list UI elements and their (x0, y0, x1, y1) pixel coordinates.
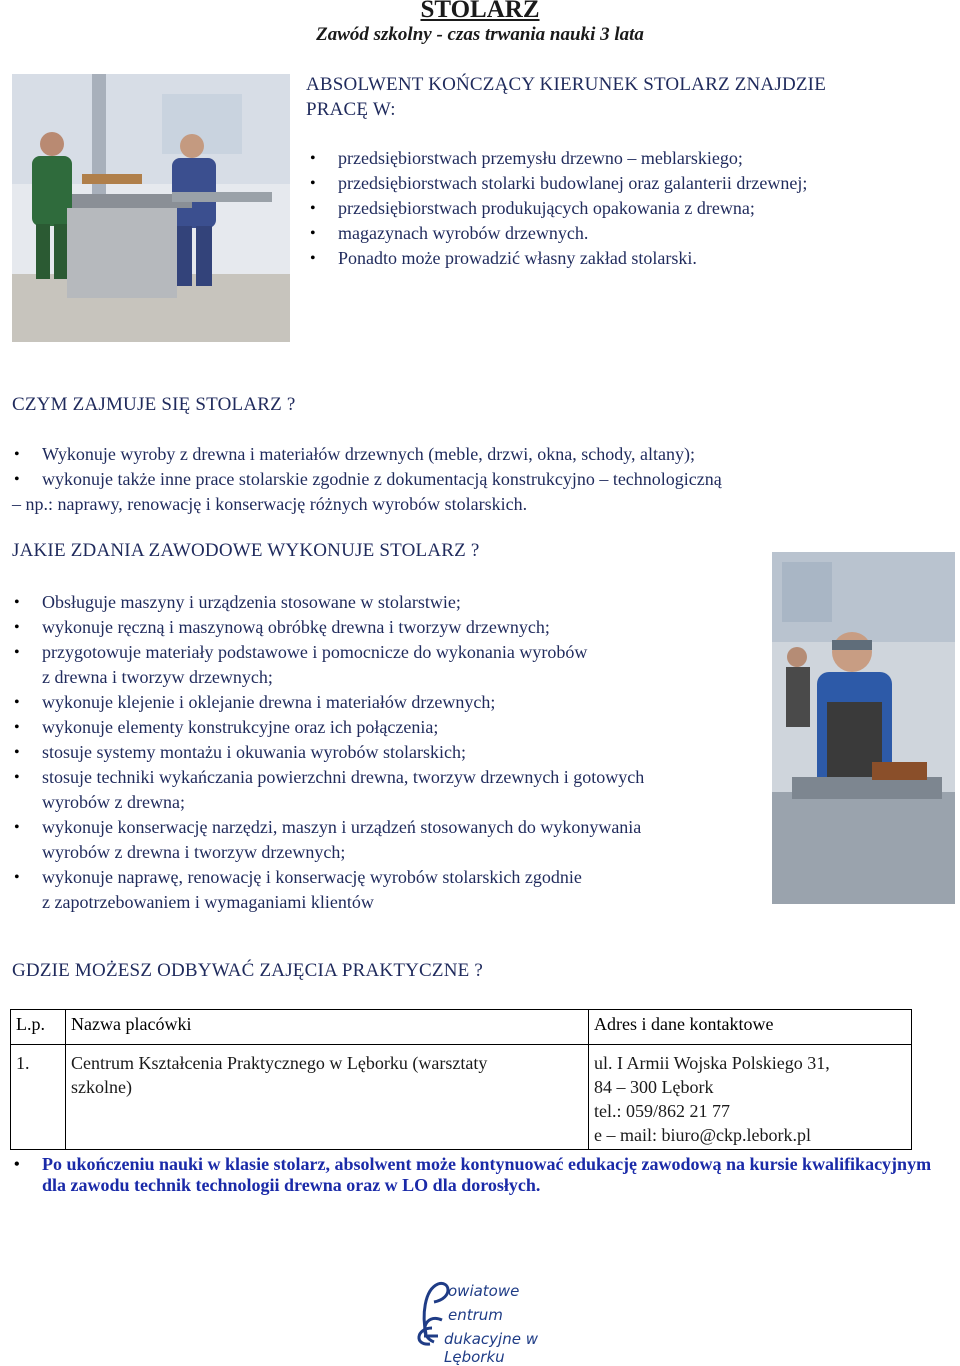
section-practice-heading: GDZIE MOŻESZ ODBYWAĆ ZAJĘCIA PRAKTYCZNE ? (12, 960, 484, 981)
list-item-line: z zapotrzebowaniem i wymaganiami klientów (42, 892, 374, 912)
list-item-line: – np.: naprawy, renowację i konserwację różnych wyrobów stolarskich. (12, 494, 528, 514)
work-places-list (308, 146, 948, 271)
address-line: tel.: 059/862 21 77 (594, 1101, 730, 1121)
list-item: • Wykonuje wyroby z drewna i materiałów drzewnych (meble, drzwi, okna, schody, altany); (12, 442, 942, 467)
list-item: • Obsługuje maszyny i urządzenia stosowane w stolarstwie; (12, 590, 762, 615)
address-line: e – mail: biuro@ckp.lebork.pl (594, 1125, 812, 1145)
heading-line: PRACĘ W: (306, 99, 396, 120)
list-item (12, 815, 762, 865)
cell-lp: 1. (11, 1045, 66, 1150)
column-header-name: Nazwa placówki (66, 1010, 589, 1045)
list-item: • Ponadto może prowadzić własny zakład stolarski. (308, 246, 948, 271)
address-line: 84 – 300 Lębork (594, 1077, 714, 1097)
list-item: • stosuje systemy montażu i okuwania wyrobów stolarskich; (12, 740, 762, 765)
logo-text-line: owiatowe (448, 1282, 520, 1300)
column-header-address: Adres i dane kontaktowe (589, 1010, 912, 1045)
page-title: STOLARZ (420, 0, 540, 23)
logo-line (444, 1330, 574, 1366)
list-item: • magazynach wyrobów drzewnych. (308, 221, 948, 246)
list-item-line: wykonuje konserwację narzędzi, maszyn i urządzeń stosowanych do wykonywania (42, 817, 642, 837)
list-item: • przedsiębiorstwach produkujących opakowania z drewna; (308, 196, 948, 221)
table-row (11, 1045, 912, 1150)
continuation-note (12, 1154, 952, 1196)
note-line: dla zawodu technik technologii drewna oraz w LO dla dorosłych. (42, 1175, 541, 1195)
list-item-line: wykonuje naprawę, renowację i konserwację wyrobów stolarskich zgodnie (42, 867, 582, 887)
list-item-line: wykonuje także inne prace stolarskie zgodnie z dokumentacją konstrukcyjno – technologiczną (42, 469, 722, 489)
list-item (12, 640, 762, 690)
cell-address (589, 1045, 912, 1150)
workshop-photo-student (772, 552, 955, 904)
list-item-line: przygotowuje materiały podstawowe i pomocnicze do wykonania wyrobów (42, 642, 588, 662)
list-item-line: stosuje techniki wykańczania powierzchni drewna, tworzyw drzewnych i gotowych (42, 767, 645, 787)
column-header-lp: L.p. (11, 1010, 66, 1045)
workshop-photo-saw (12, 74, 290, 342)
list-item-line: z drewna i tworzyw drzewnych; (42, 667, 273, 687)
list-item: • wykonuje ręczną i maszynową obróbkę drewna i tworzyw drzewnych; (12, 615, 762, 640)
table-header-row (11, 1010, 912, 1045)
photo-illustration (772, 552, 955, 904)
cell-name (66, 1045, 589, 1150)
pce-logo (404, 1276, 574, 1366)
logo-text-line: entrum (448, 1306, 503, 1324)
list-item: • wykonuje elementy konstrukcyjne oraz ich połączenia; (12, 715, 762, 740)
heading-line: ABSOLWENT KOŃCZĄCY KIERUNEK STOLARZ ZNAJDZIE (306, 74, 827, 95)
list-item (12, 1154, 952, 1196)
duties-list (12, 442, 942, 517)
logo-line (448, 1306, 503, 1324)
list-item (12, 865, 762, 915)
list-item (12, 467, 942, 517)
section-tasks-heading: JAKIE ZDANIA ZAWODOWE WYKONUJE STOLARZ ? (12, 540, 480, 561)
page-subtitle: Zawód szkolny - czas trwania nauki 3 lata (316, 24, 644, 45)
logo-line (448, 1282, 519, 1300)
list-item-line: wyrobów z drewna; (42, 792, 185, 812)
list-item-line: wyrobów z drewna i tworzyw drzewnych; (42, 842, 346, 862)
section-duties-heading: CZYM ZAJMUJE SIĘ STOLARZ ? (12, 394, 296, 415)
practice-places-table (10, 1009, 912, 1150)
photo-illustration (12, 74, 290, 342)
list-item: • wykonuje klejenie i oklejanie drewna i materiałów drzewnych; (12, 690, 762, 715)
cell-line: szkolne) (71, 1077, 132, 1097)
tasks-list (12, 590, 762, 915)
list-item: • przedsiębiorstwach przemysłu drzewno – meblarskiego; (308, 146, 948, 171)
address-line: ul. I Armii Wojska Polskiego 31, (594, 1053, 830, 1073)
note-line: Po ukończeniu nauki w klasie stolarz, absolwent może kontynuować edukację zawodową na kursie kwalifikacyjnym (42, 1154, 932, 1174)
list-item: • przedsiębiorstwach stolarki budowlanej oraz galanterii drzewnej; (308, 171, 948, 196)
section-work-heading (306, 72, 946, 122)
list-item (12, 765, 762, 815)
cell-line: Centrum Kształcenia Praktycznego w Lęborku (warsztaty (71, 1053, 488, 1073)
logo-text-line: dukacyjne w Lęborku (444, 1330, 538, 1366)
